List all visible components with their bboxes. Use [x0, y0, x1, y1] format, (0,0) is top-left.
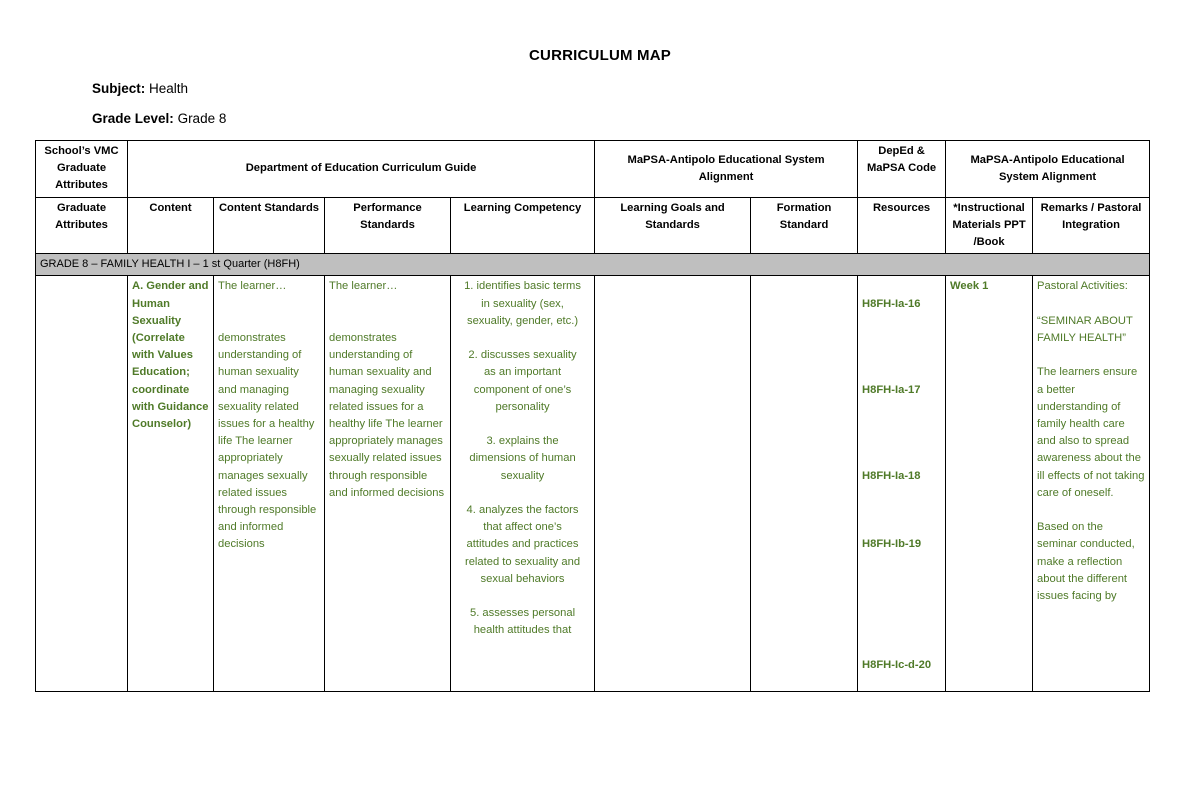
header-row-2 [36, 197, 1150, 254]
grade-label: Grade Level: [92, 111, 174, 126]
col-performance-standards: Performance Standards [325, 197, 451, 254]
content-standards-intro: The learner… [218, 280, 287, 293]
code-item: H8FH-Ia-17 [862, 383, 921, 396]
subject-value: Health [149, 81, 189, 96]
header-graduate-attributes-group: School’s VMC Graduate Attributes [36, 141, 128, 198]
header-deped-guide: Department of Education Curriculum Guide [128, 141, 595, 198]
remarks-heading: Pastoral Activities: [1037, 280, 1128, 293]
cell-codes [858, 276, 946, 692]
grade-level-line [92, 111, 226, 126]
col-resources: Resources [858, 197, 946, 254]
cell-content: A. Gender and Human Sexuality (Correlate with Values Education; coordinate with Guidance Counselor) [128, 276, 214, 692]
code-item: H8FH-Ic-d-20 [862, 658, 932, 671]
col-remarks: Remarks / Pastoral Integration [1033, 197, 1150, 254]
cell-learning-competency [451, 276, 595, 692]
page-title: CURRICULUM MAP [529, 47, 671, 64]
header-mapsa-alignment-2: MaPSA-Antipolo Educational System Alignment [946, 141, 1150, 198]
col-content: Content [128, 197, 214, 254]
competency-item: 1. identifies basic terms in sexuality (sex, sexuality, gender, etc.) [464, 280, 581, 327]
col-learning-goals: Learning Goals and Standards [595, 197, 751, 254]
remarks-paragraph: The learners ensure a better understanding of family health care and also to spread awareness about the ill effects of not taking care of oneself. [1037, 366, 1145, 499]
subject-line [92, 81, 188, 96]
code-item: H8FH-Ib-19 [862, 538, 922, 551]
competency-item: 2. discusses sexuality as an important component of one’s personality [468, 349, 577, 413]
col-content-standards: Content Standards [214, 197, 325, 254]
section-label: GRADE 8 – FAMILY HEALTH I – 1 st Quarter (H8FH) [36, 254, 1150, 276]
curriculum-table [35, 140, 1150, 692]
subject-label: Subject: [92, 81, 146, 96]
header-row-1 [36, 141, 1150, 198]
header-code: DepEd & MaPSA Code [858, 141, 946, 198]
col-learning-competency: Learning Competency [451, 197, 595, 254]
grade-value: Grade 8 [177, 111, 227, 126]
competency-item: 5. assesses personal health attitudes that [469, 607, 576, 637]
header-mapsa-alignment: MaPSA-Antipolo Educational System Alignment [595, 141, 858, 198]
cell-learning-goals [595, 276, 751, 692]
cell-remarks [1033, 276, 1150, 692]
cell-performance-standards [325, 276, 451, 692]
cell-graduate-attributes [36, 276, 128, 692]
table-row [36, 276, 1150, 692]
competency-item: 3. explains the dimensions of human sexuality [469, 435, 576, 482]
col-formation-standard: Formation Standard [751, 197, 858, 254]
content-standards-body: demonstrates understanding of human sexuality and managing sexuality related issues for a healthy life The learner appropriately manages sexually related issues through responsible and informed decisions [218, 332, 317, 551]
col-instructional-materials: *Instructional Materials PPT /Book [946, 197, 1033, 254]
remarks-seminar: “SEMINAR ABOUT FAMILY HEALTH” [1037, 314, 1133, 345]
cell-content-standards [214, 276, 325, 692]
code-item: H8FH-Ia-18 [862, 469, 921, 482]
section-row [36, 254, 1150, 276]
code-item: H8FH-Ia-16 [862, 297, 921, 310]
cell-formation-standard [751, 276, 858, 692]
cell-week: Week 1 [946, 276, 1033, 692]
remarks-paragraph: Based on the seminar conducted, make a reflection about the different issues facing by [1037, 521, 1135, 603]
col-graduate-attributes: Graduate Attributes [36, 197, 128, 254]
performance-standards-intro: The learner… [329, 280, 398, 293]
competency-item: 4. analyzes the factors that affect one’s attitudes and practices related to sexuality and sexual behaviors [464, 504, 581, 585]
performance-standards-body: demonstrates understanding of human sexuality and managing sexuality related issues for a healthy life The learner appropriately manages sexually related issues through responsible and informed decisions [329, 332, 445, 499]
